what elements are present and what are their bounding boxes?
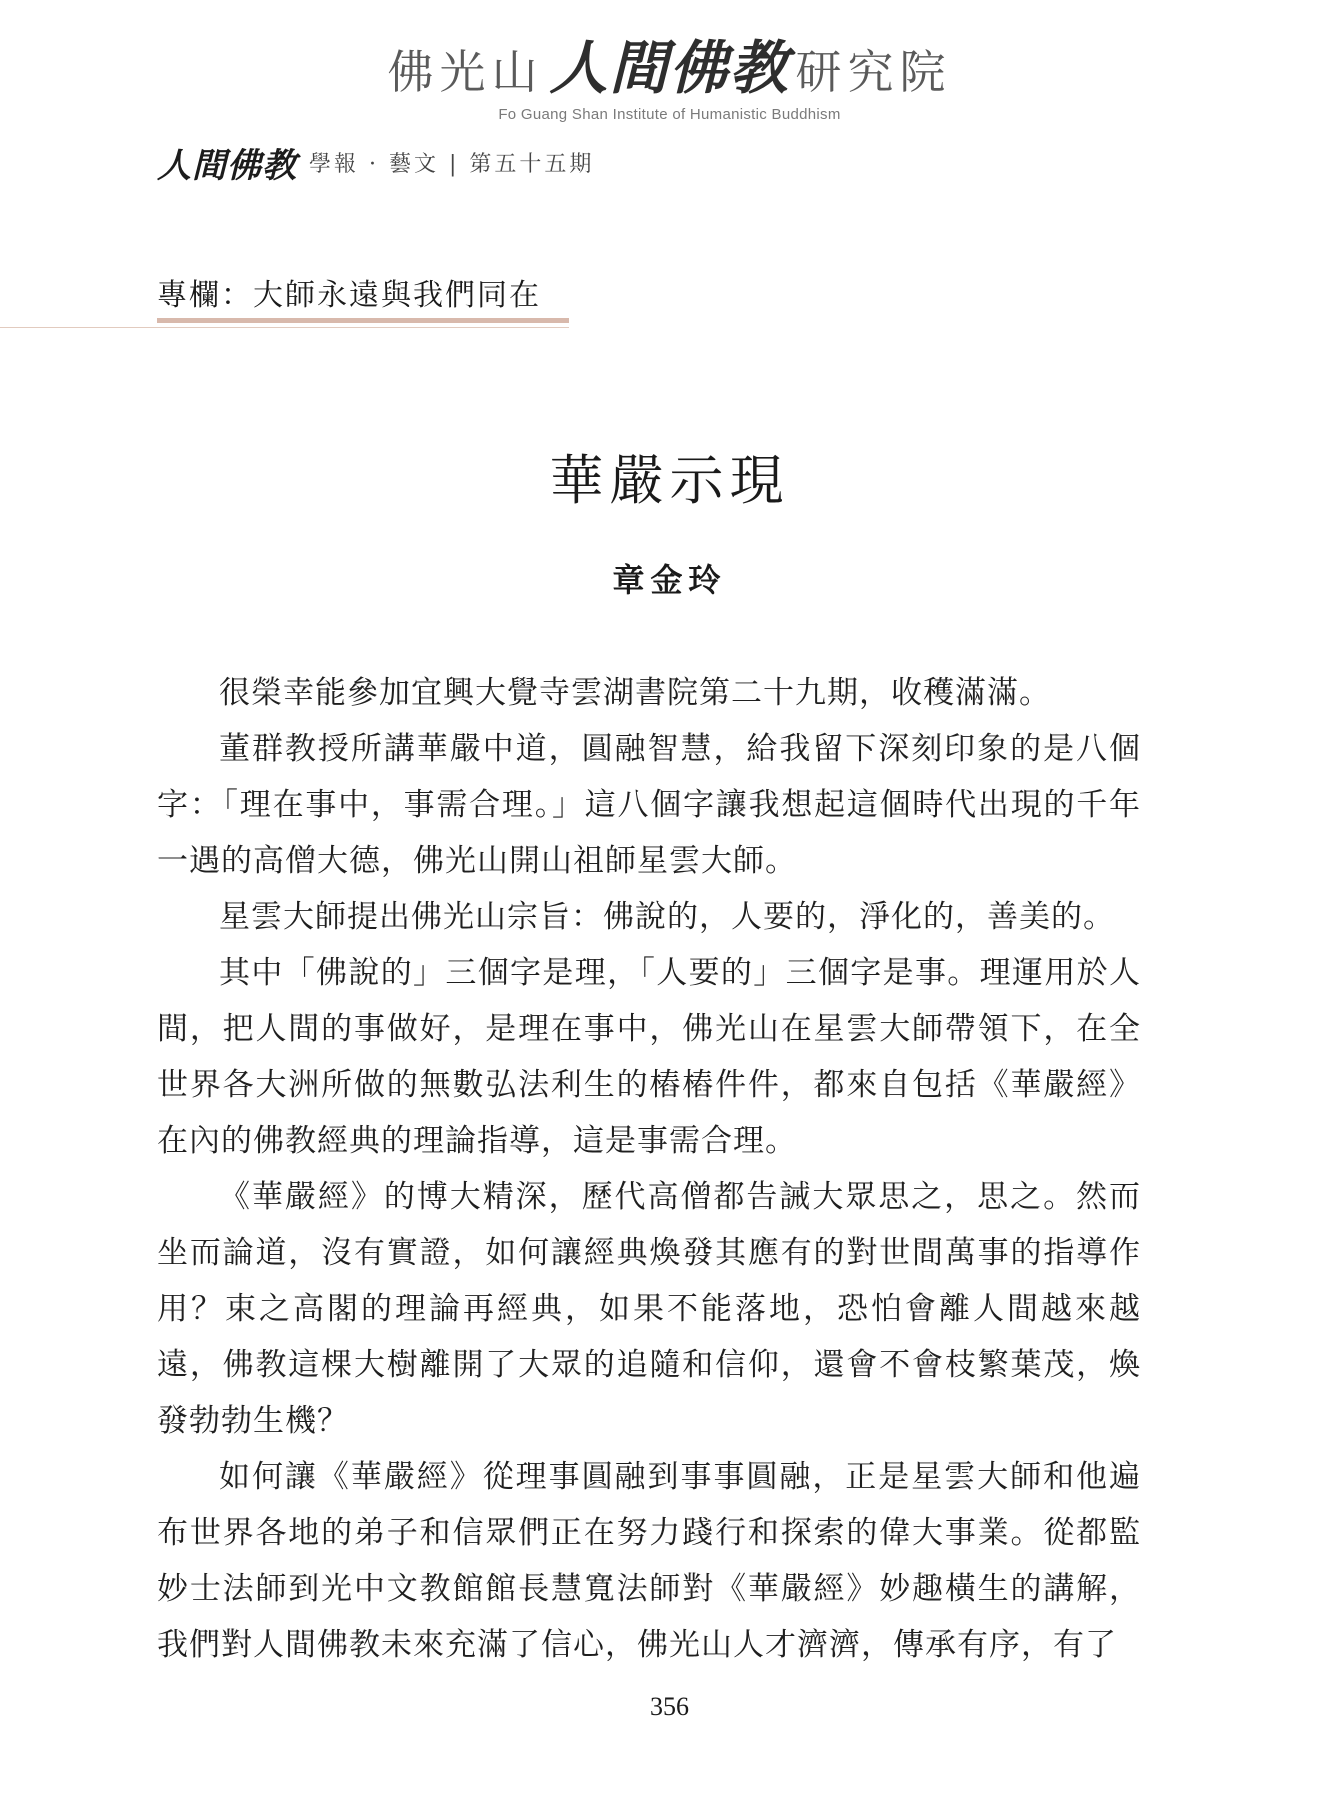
institute-masthead [0, 34, 1339, 123]
article-title: 華嚴示現 [549, 449, 790, 512]
institute-name [0, 34, 1339, 102]
paragraph: 《華嚴經》的博大精深，歷代高僧都告誡大眾思之，思之。然而坐而論道，沒有實證，如何讓經典煥發其應有的對世間萬事的指導作用？束之高閣的理論再經典，如果不能落地，恐怕會離人間越來越遠，佛教這棵大樹離開了大眾的追隨和信仰，還會不會枝繁葉茂，煥發勃勃生機？ [157, 1179, 1141, 1439]
institute-name-prefix: 佛光山 [387, 45, 544, 99]
journal-logo: 人間佛教 [157, 145, 297, 186]
paragraph: 很榮幸能參加宜興大覺寺雲湖書院第二十九期，收穫滿滿。 [219, 675, 1051, 711]
column-heading: 專欄：大師永遠與我們同在 [157, 278, 541, 313]
paragraph: 星雲大師提出佛光山宗旨：佛說的，人要的，淨化的，善美的。 [219, 899, 1115, 935]
institute-english-name: Fo Guang Shan Institute of Humanistic Buddhism [498, 106, 841, 123]
column-underline [157, 318, 569, 323]
paragraph: 如何讓《華嚴經》從理事圓融到事事圓融，正是星雲大師和他遍布世界各地的弟子和信眾們正在努力踐行和探索的偉大事業。從都監妙士法師到光中文教館館長慧寬法師對《華嚴經》妙趣橫生的講解，我們對人間佛教未來充滿了信心，佛光山人才濟濟，傳承有序，有了 [157, 1459, 1141, 1663]
article-body [157, 665, 1141, 1673]
institute-logo-text: 人間佛教 [549, 34, 790, 102]
paragraph: 其中「佛說的」三個字是理，「人要的」三個字是事。理運用於人間，把人間的事做好，是理在事中，佛光山在星雲大師帶領下，在全世界各大洲所做的無數弘法利生的樁樁件件，都來自包括《華嚴經》在內的佛教經典的理論指導，這是事需合理。 [157, 955, 1141, 1159]
page-number: 356 [650, 1692, 689, 1721]
journal-header [157, 142, 595, 186]
column-divider [0, 327, 569, 328]
journal-issue-info: 學報 · 藝文 | 第五十五期 [309, 151, 595, 177]
paragraph: 董群教授所講華嚴中道，圓融智慧，給我留下深刻印象的是八個字：「理在事中，事需合理。」這八個字讓我想起這個時代出現的千年一遇的高僧大德，佛光山開山祖師星雲大師。 [157, 731, 1141, 879]
article-author: 章金玲 [612, 561, 727, 599]
institute-name-suffix: 研究院 [795, 45, 952, 99]
